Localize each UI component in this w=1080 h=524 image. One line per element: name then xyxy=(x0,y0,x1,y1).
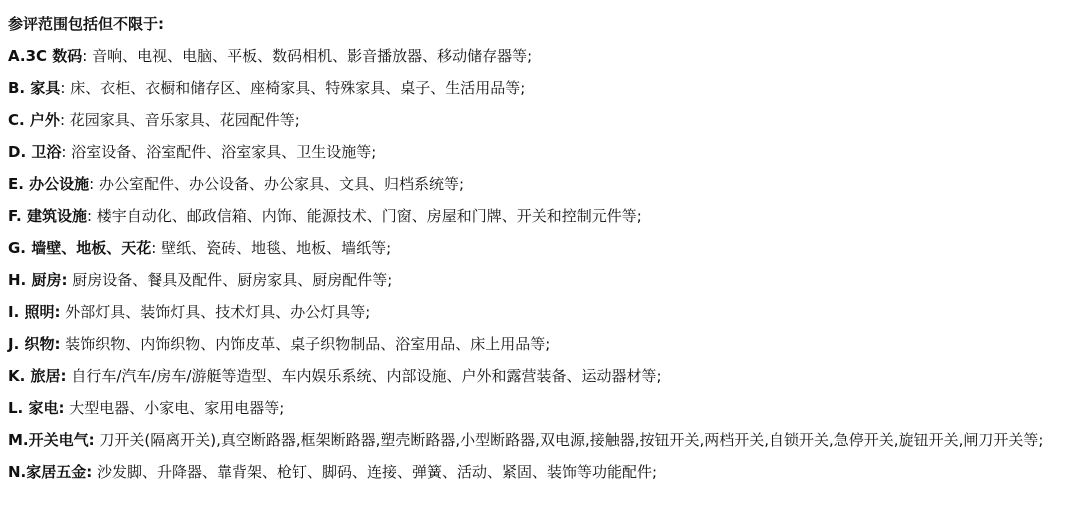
category-item xyxy=(8,200,1080,232)
category-item xyxy=(8,104,1080,136)
category-description: 浴室设备、浴室配件、浴室家具、卫生设施等; xyxy=(71,143,377,161)
category-label: M.开关电气: xyxy=(8,431,95,449)
category-description: 沙发脚、升降器、靠背架、枪钉、脚码、连接、弹簧、活动、紧固、装饰等功能配件; xyxy=(97,463,658,481)
category-list xyxy=(8,40,1080,488)
category-label: L. 家电: xyxy=(8,399,65,417)
category-item xyxy=(8,424,1072,456)
category-description: 外部灯具、装饰灯具、技术灯具、办公灯具等; xyxy=(65,303,371,321)
category-label: H. 厨房: xyxy=(8,271,68,289)
category-label: B. 家具 xyxy=(8,79,61,97)
category-label: I. 照明: xyxy=(8,303,61,321)
category-label: D. 卫浴 xyxy=(8,143,62,161)
category-item xyxy=(8,360,1080,392)
category-item xyxy=(8,392,1080,424)
category-separator: : xyxy=(151,239,162,257)
category-separator: : xyxy=(59,111,70,129)
category-label: G. 墙壁、地板、天花 xyxy=(8,239,152,257)
category-item xyxy=(8,296,1080,328)
section-title: 参评范围包括但不限于: xyxy=(8,15,164,33)
category-description: 音响、电视、电脑、平板、数码相机、影音播放器、移动储存器等; xyxy=(92,47,533,65)
category-item xyxy=(8,136,1080,168)
category-item xyxy=(8,168,1080,200)
category-item xyxy=(8,40,1080,72)
category-description: 床、衣柜、衣橱和储存区、座椅家具、特殊家具、桌子、生活用品等; xyxy=(70,79,526,97)
category-separator: : xyxy=(61,143,72,161)
category-description: 装饰织物、内饰织物、内饰皮革、桌子织物制品、浴室用品、床上用品等; xyxy=(65,335,551,353)
category-separator: : xyxy=(86,207,97,225)
category-item xyxy=(8,456,1080,488)
category-label: N.家居五金: xyxy=(8,463,93,481)
category-item xyxy=(8,232,1080,264)
category-description: 壁纸、瓷砖、地毯、地板、墙纸等; xyxy=(161,239,392,257)
category-description: 大型电器、小家电、家用电器等; xyxy=(69,399,285,417)
category-description: 自行车/汽车/房车/游艇等造型、车内娱乐系统、内部设施、户外和露营装备、运动器材等; xyxy=(71,367,662,385)
category-description: 花园家具、音乐家具、花园配件等; xyxy=(69,111,300,129)
category-label: C. 户外 xyxy=(8,111,60,129)
category-separator: : xyxy=(89,175,99,193)
category-item xyxy=(8,328,1080,360)
category-label: K. 旅居: xyxy=(8,367,67,385)
category-item xyxy=(8,72,1080,104)
category-label: E. 办公设施 xyxy=(8,175,90,193)
category-item xyxy=(8,264,1080,296)
category-description: 办公室配件、办公设备、办公家具、文具、归档系统等; xyxy=(99,175,465,193)
category-description: 厨房设备、餐具及配件、厨房家具、厨房配件等; xyxy=(72,271,393,289)
category-label: F. 建筑设施 xyxy=(8,207,87,225)
category-label: J. 织物: xyxy=(8,335,61,353)
category-separator: : xyxy=(60,79,71,97)
category-description: 刀开关(隔离开关),真空断路器,框架断路器,塑壳断路器,小型断路器,双电源,接触器,按钮开关,两档开关,自锁开关,急停开关,旋钮开关,闸刀开关等; xyxy=(99,431,1044,449)
category-separator: : xyxy=(82,47,93,65)
category-label: A.3C 数码 xyxy=(8,47,83,65)
category-description: 楼宇自动化、邮政信箱、内饰、能源技术、门窗、房屋和门牌、开关和控制元件等; xyxy=(96,207,642,225)
